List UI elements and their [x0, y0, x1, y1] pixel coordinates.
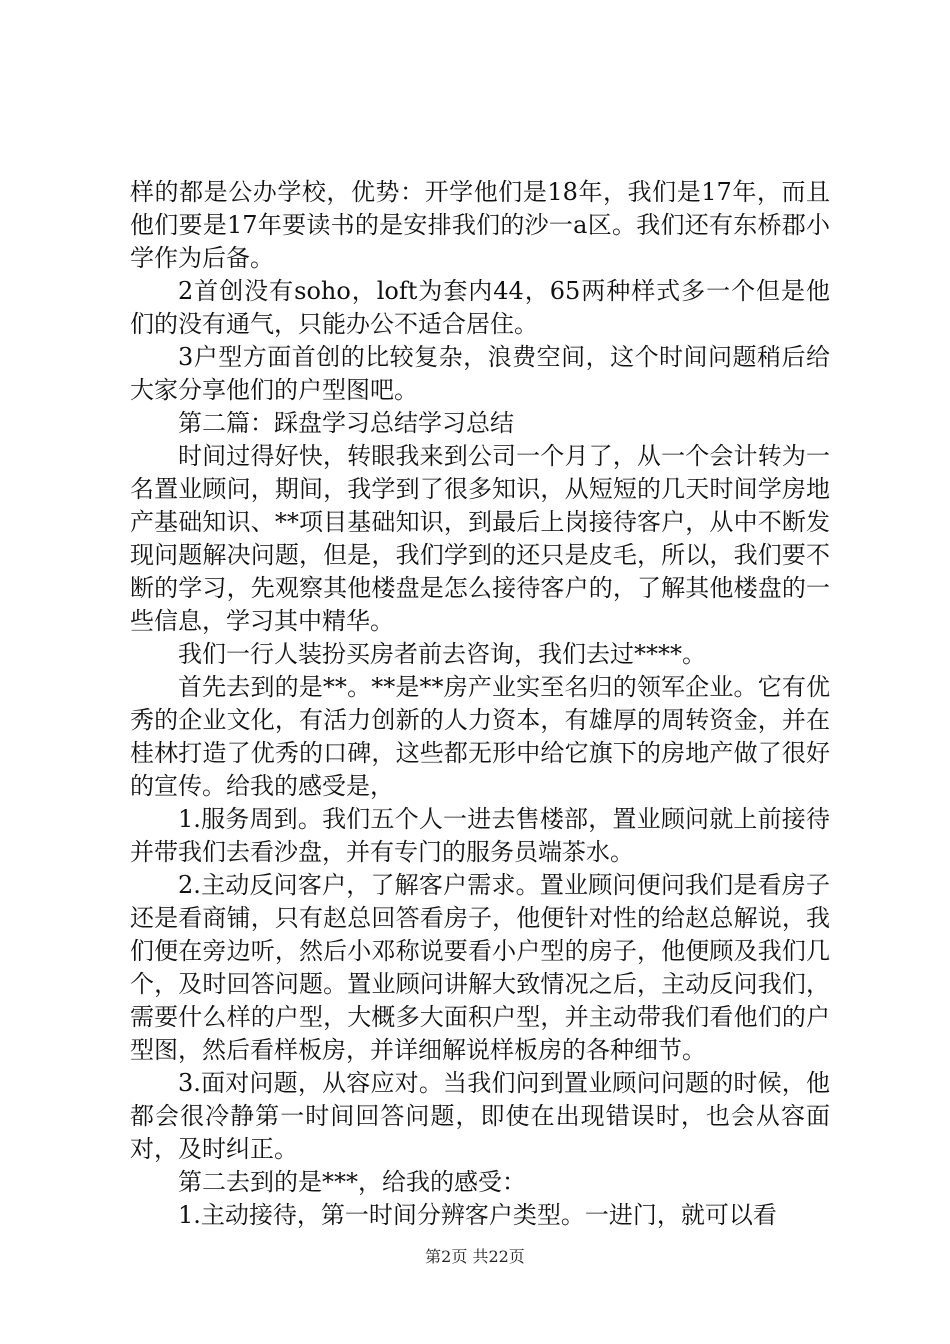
paragraph: 第二去到的是***，给我的感受：: [178, 1168, 526, 1196]
paragraph: 3.面对问题，从容应对。当我们问到置业顾问问题的时候，他都会很冷静第一时间回答问题，即使在出现错误时，也会从容面对，及时纠正。: [130, 1069, 830, 1163]
paragraph: 2首创没有soho，loft为套内44，65两种样式多一个但是他们的没有通气，只能办公不适合居住。: [130, 277, 830, 338]
paragraph: 我们一行人装扮买房者前去咨询，我们去过****。: [178, 640, 706, 668]
paragraph: 1.主动接待，第一时间分辨客户类型。一进门，就可以看: [178, 1201, 777, 1229]
paragraph: 2.主动反问客户，了解客户需求。置业顾问便问我们是看房子还是看商铺，只有赵总回答看房子，他便针对性的给赵总解说，我们便在旁边听，然后小邓称说要看小户型的房子，他便顾及我们几个，及时回答问题。置业顾问讲解大致情况之后，主动反问我们，需要什么样的户型，大概多大面积户型，并主动带我们看他们的户型图，然后看样板房，并详细解说样板房的各种细节。: [130, 871, 830, 1064]
paragraph: 样的都是公办学校，优势：开学他们是18年，我们是17年，而且他们要是17年要读书的是安排我们的沙一a区。我们还有东桥郡小学作为后备。: [130, 178, 830, 272]
section-heading: 第二篇：踩盘学习总结学习总结: [178, 409, 514, 437]
paragraph: 首先去到的是**。**是**房产业实至名归的领军企业。它有优秀的企业文化，有活力创新的人力资本，有雄厚的周转资金，并在桂林打造了优秀的口碑，这些都无形中给它旗下的房地产做了很好的宣传。给我的感受是，: [130, 673, 830, 800]
paragraph: 3户型方面首创的比较复杂，浪费空间，这个时间问题稍后给大家分享他们的户型图吧。: [130, 343, 830, 404]
document-body: [130, 176, 830, 1232]
page-footer: 第2页 共22页: [425, 1247, 525, 1266]
paragraph: 1.服务周到。我们五个人一进去售楼部，置业顾问就上前接待并带我们去看沙盘，并有专门的服务员端茶水。: [130, 805, 830, 866]
paragraph: 时间过得好快，转眼我来到公司一个月了，从一个会计转为一名置业顾问，期间，我学到了很多知识，从短短的几天时间学房地产基础知识、**项目基础知识，到最后上岗接待客户，从中不断发现问题解决问题，但是，我们学到的还只是皮毛，所以，我们要不断的学习，先观察其他楼盘是怎么接待客户的，了解其他楼盘的一些信息，学习其中精华。: [130, 442, 830, 635]
